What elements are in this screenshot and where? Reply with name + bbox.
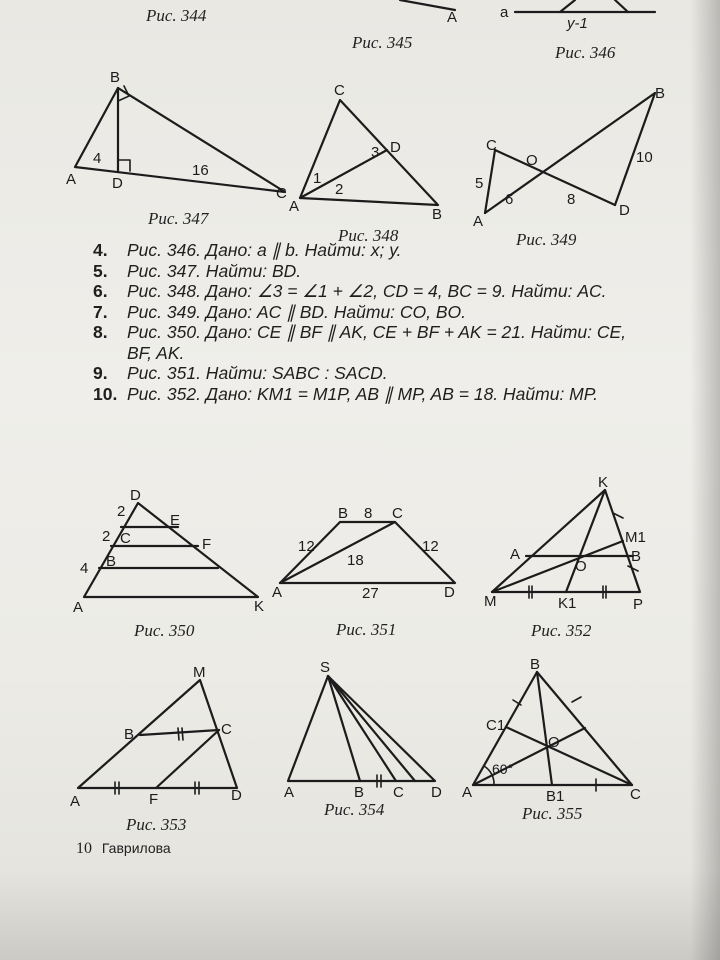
fig355-label-A: A — [462, 784, 473, 801]
fig348-label-D: D — [390, 139, 401, 156]
problem-item — [93, 281, 653, 302]
fig346-label-a: a — [500, 4, 509, 21]
fig351-label-B: B — [338, 505, 349, 522]
fig352-label-K1: K1 — [558, 595, 577, 612]
problem-text: Рис. 346. Дано: a ∥ b. Найти: x; y. — [127, 240, 402, 260]
fig348-label-1: 1 — [313, 170, 322, 187]
fig346-label-y: y-1 — [567, 15, 588, 32]
fig353-label-B: B — [124, 726, 135, 743]
problem-number: 6. — [93, 281, 108, 301]
fig345-label-A: A — [447, 9, 458, 26]
fig347 — [75, 86, 285, 192]
fig347-label-A: A — [66, 171, 77, 188]
problem-item — [93, 322, 653, 363]
caption-fig344: Рис. 344 — [146, 6, 207, 25]
problem-text: Рис. 351. Найти: SABC : SACD. — [127, 363, 388, 383]
fig349-label-5: 5 — [475, 175, 484, 192]
fig353-label-M: M — [193, 664, 206, 681]
fig352-label-M: M — [484, 593, 497, 610]
problem-number: 9. — [93, 363, 108, 383]
fig351-label-A: A — [272, 584, 283, 601]
problem-item — [93, 363, 653, 384]
fig351-label-12a: 12 — [298, 538, 315, 555]
caption-fig353: Рис. 353 — [126, 815, 187, 834]
fig354-label-C: C — [393, 784, 404, 801]
fig350-label-F: F — [202, 536, 212, 553]
fig353 — [78, 680, 237, 794]
fig352-label-B: B — [631, 548, 642, 565]
fig354-label-D: D — [431, 784, 442, 801]
problem-text: Рис. 349. Дано: AC ∥ BD. Найти: CO, BO. — [127, 301, 467, 322]
fig348-label-2: 2 — [335, 181, 344, 198]
problem-text: Рис. 347. Найти: BD. — [127, 260, 302, 281]
fig350-label-B: B — [106, 553, 117, 570]
problem-item — [93, 384, 653, 405]
fig355-label-C1: C1 — [486, 717, 506, 734]
fig350-label-C: C — [120, 530, 131, 547]
problem-text: Рис. 350. Дано: CE ∥ BF ∥ AK, CE + BF + AK = 21. Найти: CE, BF, AK. — [127, 322, 627, 363]
caption-fig349: Рис. 349 — [516, 230, 577, 249]
fig347-label-D: D — [112, 175, 123, 192]
fig354 — [288, 676, 435, 787]
fig349-label-C: C — [486, 137, 497, 154]
author-name: Гаврилова — [101, 840, 171, 856]
problem-text: Рис. 352. Дано: KM1 = M1P, AB ∥ MP, AB = 18. Найти: MP. — [127, 383, 599, 404]
fig350-label-K: K — [254, 598, 265, 615]
fig352 — [492, 490, 640, 598]
fig352-label-A: A — [510, 546, 521, 563]
fig348-label-C: C — [334, 82, 345, 99]
fig347-label-4: 4 — [93, 150, 102, 167]
fig350-label-4: 4 — [80, 560, 89, 577]
fig353-label-A: A — [70, 793, 81, 810]
fig350-label-A: A — [73, 599, 84, 616]
fig355-label-angle: 60° — [492, 761, 514, 777]
fig347-label-16: 16 — [192, 162, 209, 179]
problem-number: 4. — [93, 240, 108, 260]
fig350-label-2b: 2 — [102, 528, 111, 545]
fig352-label-O: O — [575, 558, 587, 575]
fig347-label-B: B — [110, 69, 121, 86]
fig350-label-E: E — [170, 512, 181, 529]
fig346-fragment-1 — [560, 0, 575, 12]
fig348-label-3: 3 — [371, 144, 380, 161]
problem-number: 7. — [93, 301, 108, 322]
caption-fig354: Рис. 354 — [324, 800, 385, 819]
fig351-label-C: C — [392, 505, 403, 522]
fig349-label-8: 8 — [567, 191, 576, 208]
fig350-label-2a: 2 — [117, 503, 126, 520]
problem-text: Рис. 348. Дано: ∠3 = ∠1 + ∠2, CD = 4, BC = 9. Найти: AC. — [127, 281, 607, 301]
fig349-label-D: D — [619, 202, 630, 219]
problem-item — [93, 302, 653, 323]
fig348-label-B: B — [432, 206, 443, 223]
fig347-label-C: C — [276, 185, 287, 202]
fig353-label-C: C — [221, 721, 232, 738]
fig352-label-K: K — [598, 474, 609, 491]
fig354-label-A: A — [284, 784, 295, 801]
fig355-label-O: O — [548, 734, 560, 751]
fig353-label-F: F — [149, 791, 159, 808]
fig351-label-8: 8 — [364, 505, 373, 522]
caption-fig355: Рис. 355 — [522, 804, 583, 823]
caption-fig350: Рис. 350 — [134, 621, 195, 640]
fig348-label-A: A — [289, 198, 300, 215]
caption-fig351: Рис. 351 — [336, 620, 397, 639]
caption-fig352: Рис. 352 — [531, 621, 592, 640]
fig349-label-O: O — [526, 152, 538, 169]
page-number: 10 — [76, 840, 92, 857]
caption-fig347: Рис. 347 — [148, 209, 209, 228]
problem-number: 10. — [93, 383, 118, 404]
fig353-label-D: D — [231, 787, 242, 804]
fig354-label-S: S — [320, 659, 331, 676]
fig351-label-18: 18 — [347, 552, 364, 569]
fig346-fragment-2 — [615, 0, 628, 12]
problem-number: 8. — [93, 322, 108, 342]
fig355-label-B1: B1 — [546, 788, 565, 805]
fig354-label-B: B — [354, 784, 365, 801]
fig351-label-12b: 12 — [422, 538, 439, 555]
fig349-label-A: A — [473, 213, 484, 230]
fig349-label-10: 10 — [636, 149, 653, 166]
fig352-label-M1: M1 — [625, 529, 646, 546]
problem-number: 5. — [93, 260, 108, 281]
fig350-label-D: D — [130, 487, 141, 504]
caption-fig346: Рис. 346 — [555, 43, 616, 62]
fig352-label-P: P — [633, 596, 644, 613]
problem-item — [93, 240, 653, 261]
fig349-label-6: 6 — [505, 191, 514, 208]
caption-fig348: Рис. 348 — [338, 226, 399, 245]
problem-item — [93, 261, 653, 282]
fig349-label-B: B — [655, 85, 666, 102]
problems-list — [93, 240, 653, 404]
caption-fig345: Рис. 345 — [352, 33, 413, 52]
fig355-label-B: B — [530, 656, 541, 673]
page-footer — [76, 840, 171, 858]
fig351-label-27: 27 — [362, 585, 379, 602]
fig348 — [300, 100, 438, 205]
fig355-label-C: C — [630, 786, 641, 803]
fig351-label-D: D — [444, 584, 455, 601]
